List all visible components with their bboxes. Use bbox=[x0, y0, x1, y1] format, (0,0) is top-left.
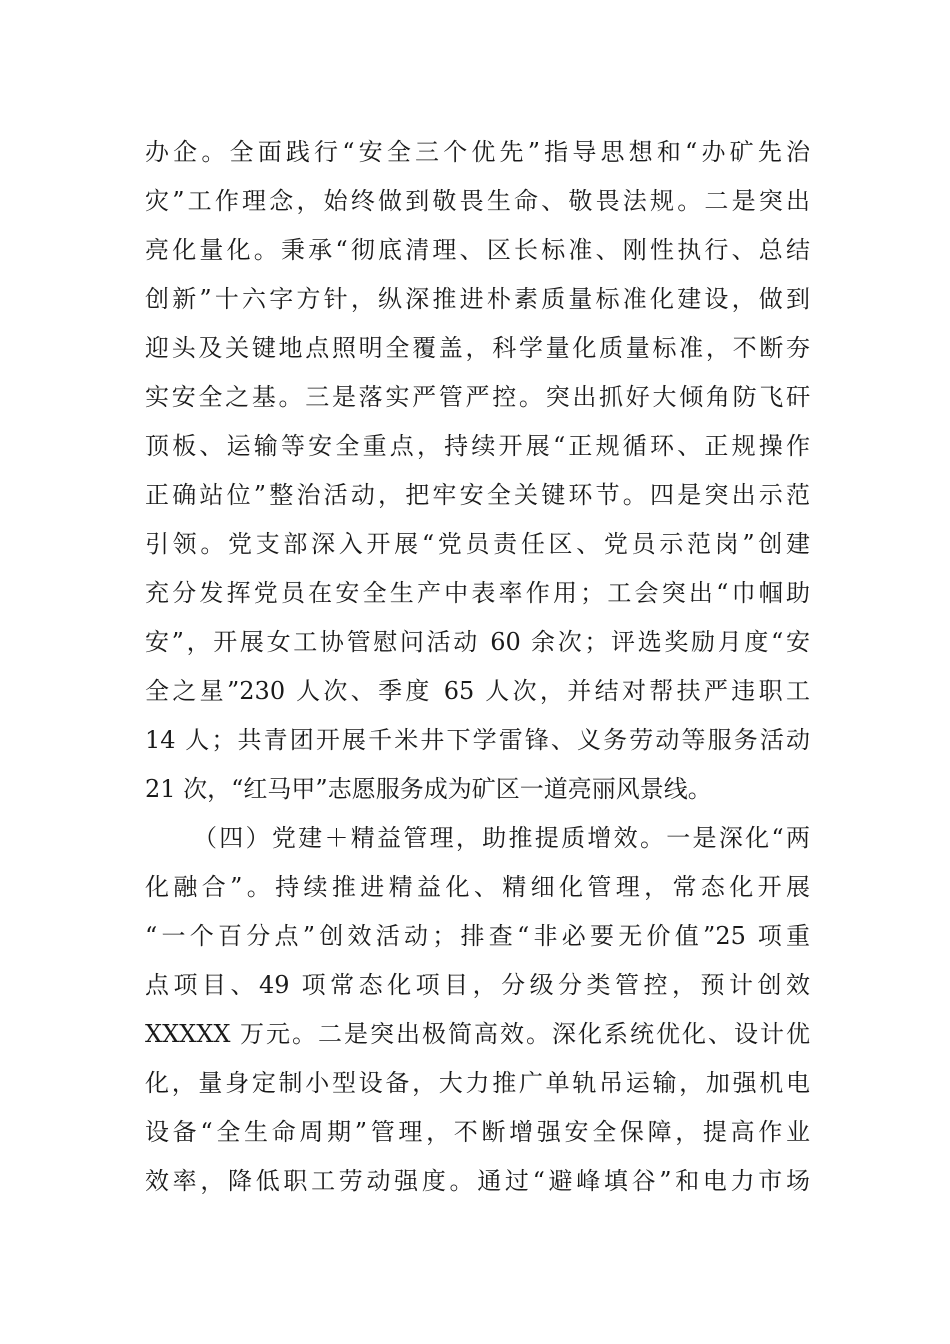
text-line: 正确站位”整治活动，把牢安全关键环节。四是突出示范 bbox=[145, 481, 810, 509]
text-line: 办企。全面践行“安全三个优先”指导思想和“办矿先治 bbox=[145, 138, 810, 166]
text-line: 迎头及关键地点照明全覆盖，科学量化质量标准，不断夯 bbox=[145, 334, 810, 362]
section-heading-line: （四）党建＋精益管理，助推提质增效。一是深化“两 bbox=[193, 824, 810, 852]
text-line: 引领。党支部深入开展“党员责任区、党员示范岗”创建 bbox=[145, 530, 810, 558]
text-line: 效率，降低职工劳动强度。通过“避峰填谷”和电力市场 bbox=[145, 1167, 810, 1195]
text-line: 点项目、49 项常态化项目，分级分类管控，预计创效 bbox=[145, 971, 810, 999]
text-line: 化融合”。持续推进精益化、精细化管理，常态化开展 bbox=[145, 873, 810, 901]
text-line: 灾”工作理念，始终做到敬畏生命、敬畏法规。二是突出 bbox=[145, 187, 810, 215]
text-line: XXXXX 万元。二是突出极简高效。深化系统优化、设计优 bbox=[145, 1020, 810, 1048]
text-line: 全之星”230 人次、季度 65 人次，并结对帮扶严违职工 bbox=[145, 677, 810, 705]
text-line: 安”，开展女工协管慰问活动 60 余次；评选奖励月度“安 bbox=[145, 628, 810, 656]
document-body bbox=[145, 128, 810, 1206]
text-line: 实安全之基。三是落实严管严控。突出抓好大倾角防飞矸 bbox=[145, 383, 810, 411]
text-line: 化，量身定制小型设备，大力推广单轨吊运输，加强机电 bbox=[145, 1069, 810, 1097]
text-line: “一个百分点”创效活动；排查“非必要无价值”25 项重 bbox=[145, 922, 810, 950]
text-line: 创新”十六字方针，纵深推进朴素质量标准化建设，做到 bbox=[145, 285, 810, 313]
text-line: 充分发挥党员在安全生产中表率作用；工会突出“巾帼助 bbox=[145, 579, 810, 607]
text-line: 14 人；共青团开展千米井下学雷锋、义务劳动等服务活动 bbox=[145, 726, 810, 754]
paragraph-end-line: 21 次，“红马甲”志愿服务成为矿区一道亮丽风景线。 bbox=[145, 775, 712, 803]
text-line: 顶板、运输等安全重点，持续开展“正规循环、正规操作 bbox=[145, 432, 810, 460]
text-line: 设备“全生命周期”管理，不断增强安全保障，提高作业 bbox=[145, 1118, 810, 1146]
text-line: 亮化量化。秉承“彻底清理、区长标准、刚性执行、总结 bbox=[145, 236, 810, 264]
